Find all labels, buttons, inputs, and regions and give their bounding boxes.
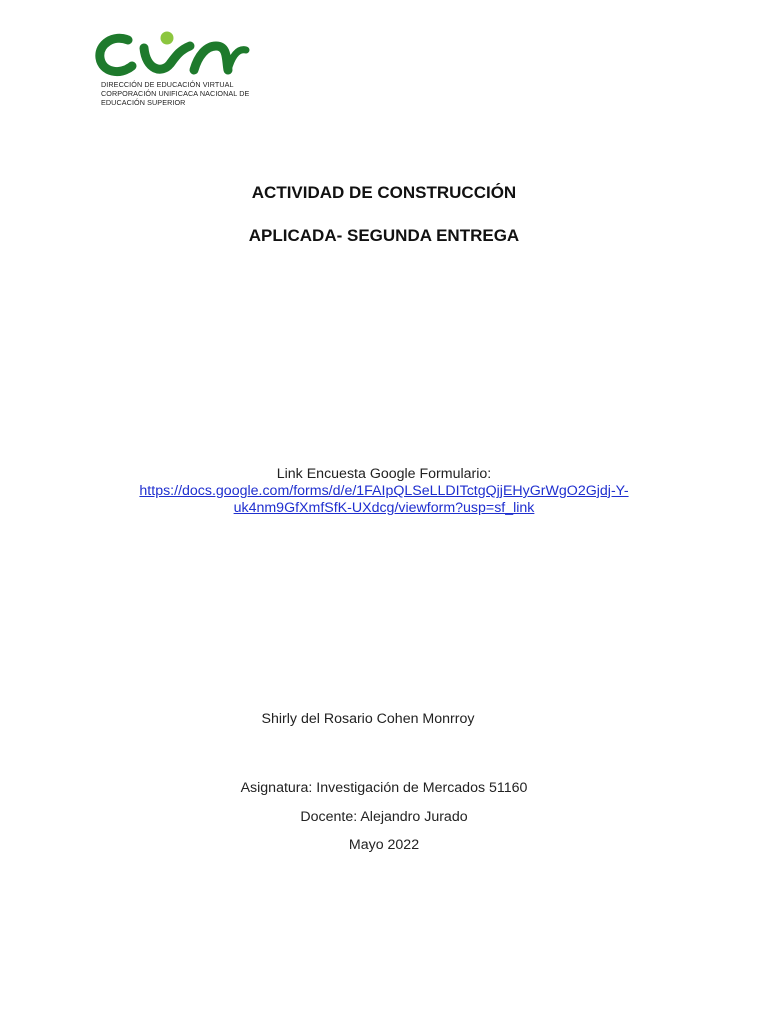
- survey-link-block: [0, 466, 768, 517]
- teacher-line: Docente: Alejandro Jurado: [300, 809, 468, 825]
- cun-logo: [94, 26, 254, 82]
- institution-line: DIRECCIÓN DE EDUCACIÓN VIRTUAL: [101, 80, 234, 89]
- subject-line: Asignatura: Investigación de Mercados 51160: [240, 780, 528, 796]
- author-name: Shirly del Rosario Cohen Monrroy: [261, 711, 475, 727]
- cun-logo-icon: [94, 26, 254, 82]
- institution-line: EDUCACIÓN SUPERIOR: [101, 98, 186, 107]
- survey-link-label: Link Encuesta Google Formulario:: [276, 466, 492, 482]
- survey-link[interactable]: https://docs.google.com/forms/d/e/1FAIpQLSeLLDITctgQjjEHyGrWgO2Gjdj-Y-: [139, 483, 629, 499]
- institution-name: [101, 80, 249, 107]
- survey-link-continued[interactable]: uk4nm9GfXmfSfK-UXdcg/viewform?usp=sf_link: [233, 500, 535, 516]
- date-line: Mayo 2022: [348, 837, 420, 853]
- institution-line: CORPORACIÓN UNIFICACA NACIONAL DE: [101, 89, 250, 98]
- document-subtitle: APLICADA- SEGUNDA ENTREGA: [248, 226, 520, 245]
- document-title: ACTIVIDAD DE CONSTRUCCIÓN: [251, 183, 517, 202]
